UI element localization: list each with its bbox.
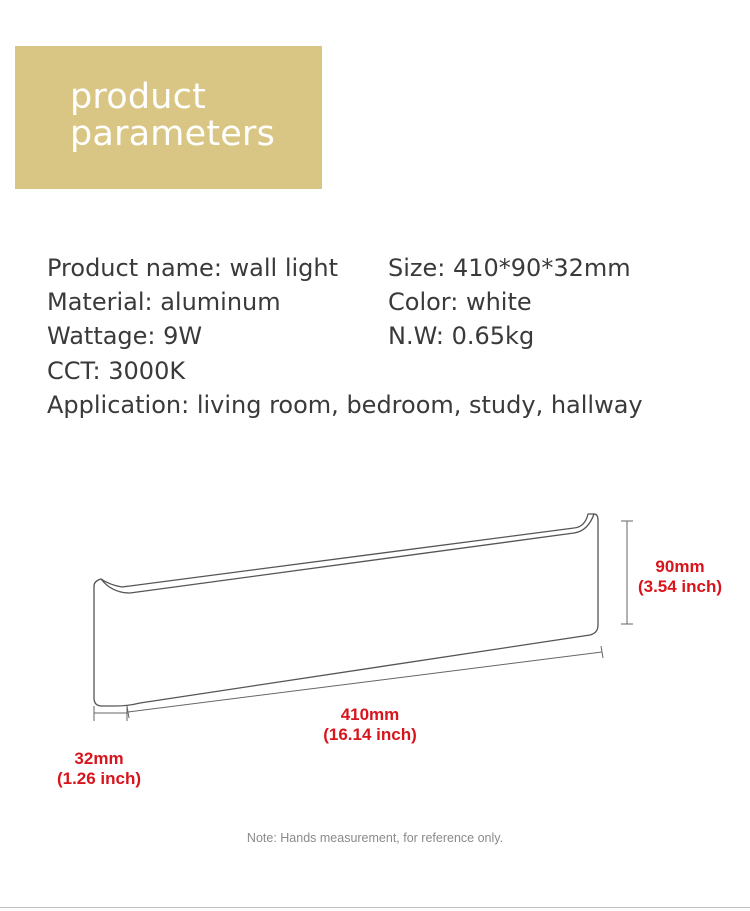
height-mm: 90mm bbox=[655, 557, 705, 576]
spec-wattage: Wattage: 9W bbox=[47, 322, 203, 350]
lamp-top-inner bbox=[101, 514, 594, 593]
length-label bbox=[310, 705, 430, 745]
measurement-note: Note: Hands measurement, for reference only. bbox=[246, 831, 504, 845]
spec-cct: CCT: 3000K bbox=[47, 357, 186, 385]
lamp-front-face bbox=[94, 514, 598, 706]
spec-net-weight: N.W: 0.65kg bbox=[388, 322, 535, 350]
spec-product-name: Product name: wall light bbox=[47, 254, 339, 282]
header-title-line1: product bbox=[70, 77, 207, 117]
spec-color: Color: white bbox=[388, 288, 532, 316]
height-inch: (3.54 inch) bbox=[637, 577, 723, 596]
depth-inch: (1.26 inch) bbox=[56, 769, 142, 788]
spec-material: Material: aluminum bbox=[47, 288, 281, 316]
length-mm: 410mm bbox=[340, 705, 400, 724]
bottom-divider bbox=[0, 907, 750, 908]
depth-label bbox=[48, 749, 150, 789]
depth-mm: 32mm bbox=[74, 749, 124, 768]
spec-size: Size: 410*90*32mm bbox=[388, 254, 631, 282]
header-title-line2: parameters bbox=[70, 114, 276, 154]
length-inch: (16.14 inch) bbox=[323, 725, 417, 744]
lamp-top-lip bbox=[94, 514, 594, 587]
spec-application: Application: living room, bedroom, study, hallway bbox=[47, 391, 643, 419]
length-dim-line bbox=[128, 652, 602, 712]
height-label bbox=[630, 557, 730, 597]
